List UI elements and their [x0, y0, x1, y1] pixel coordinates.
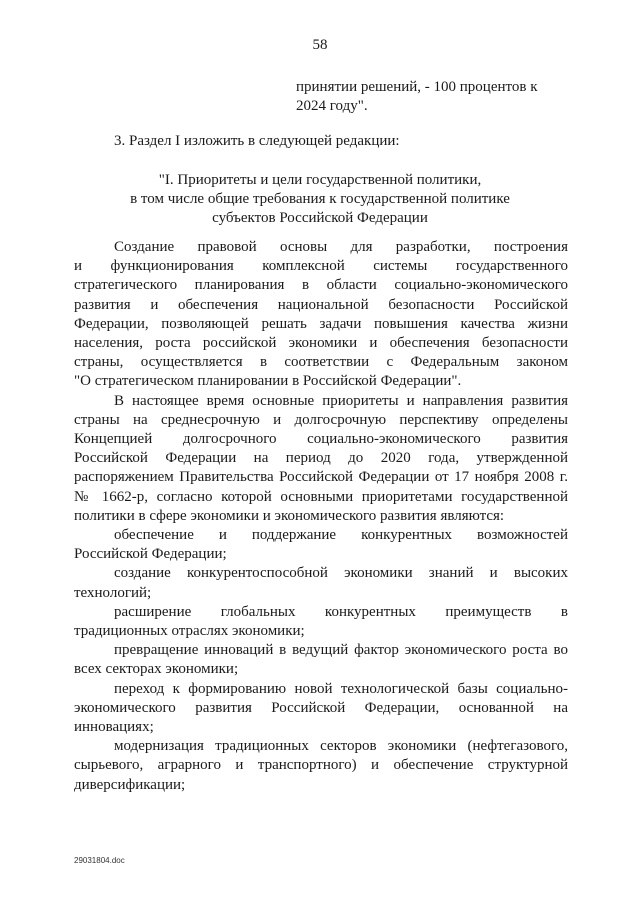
body-line: экономического развития Российской Федерации, основанной на: [74, 699, 568, 716]
body-line: технологий;: [74, 584, 152, 601]
body-line: Концепцией долгосрочного социально-экономического развития: [74, 431, 568, 448]
amendment-instruction: 3. Раздел I изложить в следующей редакции:: [114, 133, 400, 149]
body-line: превращение инноваций в ведущий фактор экономического роста во: [114, 642, 568, 659]
body-line: обеспечение и поддержание конкурентных возможностей: [114, 527, 568, 544]
body-line: расширение глобальных конкурентных преимуществ в: [114, 603, 568, 620]
body-text: [74, 238, 568, 795]
body-line: всех секторах экономики;: [74, 661, 239, 678]
body-line: № 1662-р, согласно которой основными приоритетами государственной: [74, 488, 568, 505]
quote-tail-line: 2024 году".: [296, 98, 368, 114]
body-line: Федерации, позволяющей решать задачи повышения качества жизни: [74, 315, 568, 332]
body-line: Российской Федерации на период до 2020 года, утвержденной: [74, 450, 568, 467]
page-number: 58: [312, 37, 328, 53]
body-line: населения, роста российской экономики и обеспечения безопасности: [74, 335, 568, 352]
body-line: модернизация традиционных секторов экономики (нефтегазового,: [114, 738, 568, 755]
body-line: создание конкурентоспособной экономики знаний и высоких: [114, 565, 568, 582]
section-title-line: субъектов Российской Федерации: [212, 210, 428, 226]
section-title-line: в том числе общие требования к государственной политике: [130, 191, 510, 207]
body-line: диверсификации;: [74, 776, 186, 793]
body-line: развития и обеспечения национальной безопасности Российской: [74, 296, 568, 313]
quote-tail: [296, 78, 576, 116]
body-line: сырьевого, аграрного и транспортного) и обеспечение структурной: [74, 757, 568, 774]
body-line: стратегического планирования в области социально-экономического: [74, 277, 568, 294]
body-line: В настоящее время основные приоритеты и направления развития: [114, 392, 568, 409]
body-line: Российской Федерации;: [74, 546, 227, 563]
body-line: "О стратегическом планировании в Российской Федерации".: [74, 373, 462, 390]
body-line: переход к формированию новой технологической базы социально-: [114, 680, 568, 697]
body-line: страны, осуществляется в соответствии с Федеральным законом: [74, 354, 568, 371]
body-line: распоряжением Правительства Российской Федерации от 17 ноября 2008 г.: [74, 469, 568, 486]
body-line: инновациях;: [74, 719, 154, 736]
body-line: Создание правовой основы для разработки, построения: [114, 239, 568, 255]
body-line: политики в сфере экономики и экономического развития являются:: [74, 507, 505, 524]
body-line: и функционирования комплексной системы государственного: [74, 258, 568, 275]
quote-tail-line: принятии решений, - 100 процентов к: [296, 79, 538, 95]
section-title-line: "I. Приоритеты и цели государственной политики,: [158, 172, 482, 188]
body-line: традиционных отраслях экономики;: [74, 623, 305, 640]
section-title: [72, 171, 568, 228]
body-line: страны на среднесрочную и долгосрочную перспективу определены: [74, 411, 568, 428]
file-name-footer: 29031804.doc: [74, 856, 125, 865]
